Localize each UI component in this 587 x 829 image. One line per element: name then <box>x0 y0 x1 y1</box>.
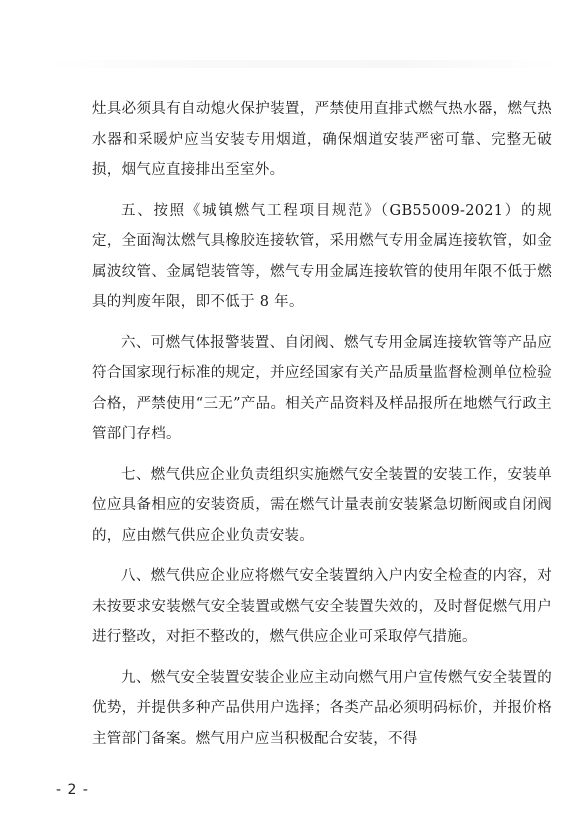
paragraph-item-5: 五、按照《城镇燃气工程项目规范》（GB55009-2021）的规定，全面淘汰燃气具橡胶连接软管，采用燃气专用金属连接软管，如金属波纹管、金属铠装管等，燃气专用金属连接软管的使用年限不低于燃具的判废年限，即不低于 8 年。 <box>92 202 552 310</box>
paragraph-item-8: 八、燃气供应企业应将燃气安全装置纳入户内安全检查的内容，对未按要求安装燃气安全装置或燃气安全装置失效的，及时督促燃气用户进行整改，对拒不整改的，燃气供应企业可采取停气措施。 <box>92 568 552 645</box>
paragraph-item-7: 七、燃气供应企业负责组织实施燃气安全装置的安装工作，安装单位应具备相应的安装资质，需在燃气计量表前安装紧急切断阀或自闭阀的，应由燃气供应企业负责安装。 <box>92 466 552 544</box>
paragraph-item-9: 九、燃气安全装置安装企业应主动向燃气用户宣传燃气安全装置的优势，并提供多种产品供用户选择；各类产品必须明码标价，并报价格主管部门备案。燃气用户应当积极配合安装，不得 <box>92 669 552 747</box>
paragraph-item-6: 六、可燃气体报警装置、自闭阀、燃气专用金属连接软管等产品应符合国家现行标准的规定，并应经国家有关产品质量监督检测单位检验合格，严禁使用“三无”产品。相关产品资料及样品报所在地燃气行政主管部门存档。 <box>92 334 552 442</box>
scan-shadow <box>40 60 560 68</box>
paragraph-continued: 灶具必须具有自动熄火保护装置，严禁使用直排式燃气热水器，燃气热水器和采暖炉应当安装专用烟道，确保烟道安装严密可靠、完整无破损，烟气应直接排出至室外。 <box>92 101 552 178</box>
page-number: - 2 - <box>56 782 89 798</box>
document-body <box>92 94 552 764</box>
